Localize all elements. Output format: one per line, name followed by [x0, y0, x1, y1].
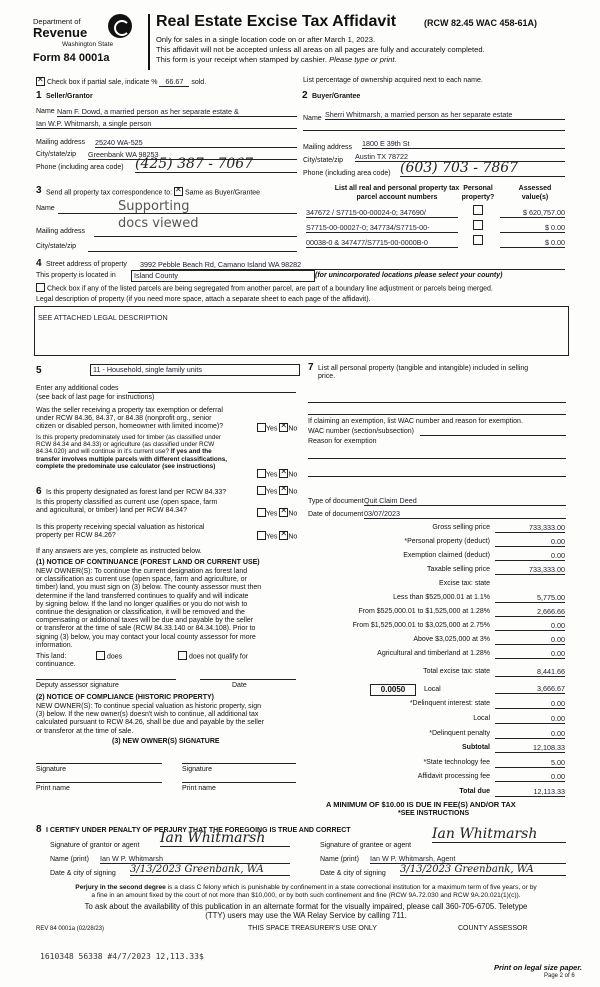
grantor-print-name[interactable]: Ian W P. Whitmarsh [100, 854, 290, 864]
buyer-city-label: City/state/zip [303, 157, 344, 164]
rev-number: REV 84 0001a (02/28/23) [36, 926, 105, 932]
section-1-number: 1 [36, 90, 42, 101]
parcel-row-2-acct[interactable]: S7715-00-00027-0; 347734/S7715-00- [306, 223, 458, 233]
q-note: If any answers are yes, complete as instructed below. [36, 548, 202, 555]
q-current-use: Is this property classified as current use (open space, farm and agricultural, or timber) land per RCW 84.34? [36, 499, 218, 514]
land-use-code-select[interactable]: 11 - Household, single family units [90, 364, 300, 376]
new-owner-sig-heading: (3) NEW OWNER(S) SIGNATURE [112, 738, 220, 745]
q5-no-checkbox[interactable] [279, 531, 288, 540]
q3-no-checkbox[interactable] [279, 486, 288, 495]
personal-col-header: Personal property? [461, 185, 495, 201]
tax-value-rows-7[interactable]: 0.00 [495, 621, 565, 631]
parcel-row-3-personal-checkbox[interactable] [473, 235, 483, 245]
tax-label-rows-4: Excise tax: state [439, 580, 490, 587]
grantee-name-label: Name (print) [320, 856, 359, 863]
form-title: Real Estate Excise Tax Affidavit [156, 13, 397, 30]
wac-label: WAC number (section/subsection) [308, 428, 414, 435]
treasurer-label: THIS SPACE TREASURER'S USE ONLY [248, 925, 377, 932]
tax-value-rows-5[interactable]: 5,775.00 [495, 593, 565, 603]
corr-city-label: City/state/zip [36, 243, 77, 250]
codes-sub: (see back of last page for instructions) [36, 394, 155, 401]
street-label: Street address of property [46, 261, 127, 268]
q-exemption-answers: Yes ✕ No [257, 424, 297, 433]
q1-yes-checkbox[interactable] [257, 423, 266, 432]
assessor-label: COUNTY ASSESSOR [458, 925, 528, 932]
notice-continuance-heading: (1) NOTICE OF CONTINUANCE (FOREST LAND OR CURRENT USE) [36, 559, 260, 566]
tax-value-rows-6[interactable]: 2,666.66 [495, 607, 565, 617]
tax-label-rows2-1: Local [473, 715, 490, 722]
same-as-buyer-checkbox[interactable] [174, 187, 183, 196]
correspondence-row: Send all property tax correspondence to: ✕ Same as Buyer/Grantee [46, 188, 260, 197]
seller-heading: Seller/Grantor [46, 93, 93, 100]
dor-logo-icon [108, 14, 132, 38]
local-rate-box[interactable]: 0.0050 [370, 684, 416, 696]
section-7-number: 7 [308, 362, 314, 373]
tax-value-rows2-3[interactable]: 12,108.33 [495, 743, 565, 753]
q-historic-answers: Yes ✕ No [257, 532, 297, 541]
buyer-mailing[interactable]: 1800 E 39th St [362, 139, 565, 149]
q-exemption: Was the seller receiving a property tax exemption or deferral under RCW 84.36, 84.37, or 84.38 (nonprofit org., senior citizen or disabled person, homeowner with limited income)? [36, 407, 224, 430]
does-not-checkbox[interactable] [178, 651, 187, 660]
q-timber-answers: Yes ✕ No [257, 470, 297, 479]
exemption-label: If claiming an exemption, list WAC number and reason for exemption. [308, 418, 523, 425]
partial-right-label: List percentage of ownership acquired next to each name. [303, 77, 483, 84]
legal-description: SEE ATTACHED LEGAL DESCRIPTION [38, 313, 168, 322]
buyer-city[interactable]: Austin TX 78722 [355, 152, 565, 162]
buyer-phone[interactable]: (603) 703 - 7867 [400, 160, 565, 177]
this-land-label: This land: continuance. [36, 653, 76, 668]
q-timber: Is this property predominately used for timber (as classified under RCW 84.34 and 84.33) or agriculture (as classified under RCW 84.34.020) and will continue in it's current use? If yes and the transfer involves multiple parcels with different classifications, complete the predominate use calculator (see instructions) [36, 434, 228, 470]
parcel-row-2-value[interactable]: $ 0.00 [500, 223, 565, 233]
tax-label-rows2-2: *Delinquent penalty [429, 730, 490, 737]
tax-label-rows-0: Gross selling price [432, 524, 490, 531]
located-label: This property is located in [36, 272, 116, 279]
section-8-number: 8 [36, 824, 42, 835]
doc-date-label: Date of document [308, 511, 364, 518]
min-due-note: A MINIMUM OF $10.00 IS DUE IN FEE(S) AND/OR TAX [326, 800, 516, 809]
dept-line1: Department of [33, 17, 81, 26]
segregate-checkbox[interactable] [36, 283, 45, 292]
deputy-label: Deputy assessor signature [36, 682, 119, 689]
tax-label-rows-9: Agricultural and timberland at 1.28% [377, 650, 490, 657]
deputy-date-label: Date [232, 682, 247, 689]
seller-city[interactable]: Greenbank WA 98253 [88, 150, 297, 160]
assessed-col-header: Assessed value(s) [518, 185, 552, 201]
grantee-sig-label: Signature of grantee or agent [320, 842, 412, 849]
legal-size-note: Print on legal size paper. [494, 963, 582, 972]
local-tax-value[interactable]: 3,666.67 [495, 684, 565, 694]
header-sub1: Only for sales in a single location code on or after March 1, 2023. [156, 35, 376, 44]
tax-value-rows-9[interactable]: 0.00 [495, 649, 565, 659]
q1-no-checkbox[interactable] [279, 423, 288, 432]
certify-heading: I CERTIFY UNDER PENALTY OF PERJURY THAT THE FOREGOING IS TRUE AND CORRECT [46, 827, 351, 834]
legal-label: Legal description of property (if you need more space, attach a separate sheet to each page of the affidavit). [36, 296, 371, 303]
ada-note: To ask about the availability of this publication in an alternate format for the visually impaired, please call 360-705-6705. Teletype (TTY) users may use the WA Relay Service by calling 711. [84, 902, 528, 920]
grantee-print-name[interactable]: Ian W P. Whitmarsh, Agent [370, 854, 566, 864]
tax-label-rows-2: Exemption claimed (deduct) [403, 552, 490, 559]
tax-value-rows-8[interactable]: 0.00 [495, 635, 565, 645]
seller-mailing[interactable]: 25240 WA-525 [95, 138, 297, 148]
tax-value-rows-0[interactable]: 733,333.00 [495, 523, 565, 533]
q-current-use-answers: Yes ✕ No [257, 509, 297, 518]
tax-label-rows2-5: Affidavit processing fee [417, 773, 490, 780]
grantee-signature[interactable]: Ian Whitmarsh [432, 826, 566, 843]
watermark-line2: docs viewed [118, 216, 199, 231]
local-label: Local [424, 686, 441, 693]
notice-compliance-text: NEW OWNER(S): To continue special valuation as historic property, sign (3) below. If the new owner(s) doesn't wish to continue, all additional tax calculated pursuant to RCW 84.26, shall be due and payable by the seller or transferor at the time of sale. [36, 703, 265, 735]
corr-mailing-label: Mailing address [36, 228, 86, 235]
tax-value-rows2-1[interactable]: 0.00 [495, 714, 565, 724]
owner-print-label-2: Print name [182, 785, 216, 792]
doc-type-label: Type of document [308, 498, 364, 505]
q-forest-answers: Yes ✕ No [257, 487, 297, 496]
parcel-row-1-personal-checkbox[interactable] [473, 205, 483, 215]
q5-yes-checkbox[interactable] [257, 531, 266, 540]
tax-value-rows2-2[interactable]: 0.00 [495, 729, 565, 739]
owner-sig-label-1: Signature [36, 766, 66, 773]
doc-type[interactable]: Quit Claim Deed [364, 496, 566, 506]
header-sub2: This affidavit will not be accepted unless all areas on all pages are fully and accurately completed. [156, 45, 485, 54]
tax-label-rows-5: Less than $525,000.01 at 1.1% [393, 594, 490, 601]
q3-yes-checkbox[interactable] [257, 486, 266, 495]
tax-value-rows-1[interactable]: 0.00 [495, 537, 565, 547]
section-3-number: 3 [36, 185, 42, 196]
county-select[interactable]: Island County [131, 270, 315, 282]
section-5-number: 5 [36, 365, 42, 376]
tax-label-rows2-0: *Delinquent interest: state [409, 700, 490, 707]
tax-value-rows-2[interactable]: 0.00 [495, 551, 565, 561]
notice-continuance-text: NEW OWNER(S): To continue the current designation as forest land or classification as current use (open space, farm and agriculture, or timber) land, you must sign on (3) below. The county assessor must then determine if the land transferred continues to qualify and will indicate by signing below. If the land no longer qualifies or you do not wish to continue the designation or classification, it will be removed and the compensating or additional taxes will be due and payable by the seller or transferor at the time of sale (RCW 84.33.140 or 84.34.108). Prior to signing (3) below, you may contact your local county assessor for more information. [36, 568, 262, 649]
watermark-line1: Supporting [118, 199, 190, 214]
page-number: Page 2 of 6 [544, 973, 575, 979]
tax-value-rows2-5[interactable]: 0.00 [495, 772, 565, 782]
q2-yes-checkbox[interactable] [257, 469, 266, 478]
partial-sale-checkbox[interactable] [36, 77, 45, 86]
buyer-name-label: Name [303, 115, 322, 122]
does-not-option: does not qualify for [178, 652, 248, 661]
seller-mailing-label: Mailing address [36, 139, 86, 146]
parcel-row-3-acct[interactable]: 00038-0 & 347477/S7715-00-0000B-0 [306, 238, 458, 248]
buyer-heading: Buyer/Grantee [312, 93, 361, 100]
seller-name-2[interactable]: Ian W.P. Whitmarsh, a single person [36, 119, 297, 129]
tax-label-rows-6: From $525,000.01 to $1,525,000 at 1.28% [358, 608, 490, 615]
tax-value-rows2-0[interactable]: 0.00 [495, 699, 565, 709]
treasurer-stamp: 1610348 56338 #4/7/2023 12,113.33$ [40, 952, 204, 961]
grantee-date-city[interactable]: 3/13/2023 Greenbank, WA [400, 864, 566, 876]
county-note: (for unincorporated locations please select your county) [315, 272, 503, 279]
section-2-number: 2 [302, 90, 308, 101]
owner-sig-label-2: Signature [182, 766, 212, 773]
form-title-ref: (RCW 82.45 WAC 458-61A) [424, 18, 538, 28]
grantor-signature[interactable]: Ian Whitmarsh [160, 830, 290, 847]
partial-sale-row: ✕ Check box if partial sale, indicate % 66.67 sold. [36, 77, 206, 87]
q4-yes-checkbox[interactable] [257, 508, 266, 517]
parcel-row-1-value[interactable]: $ 620,757.00 [500, 208, 565, 218]
buyer-phone-label: Phone (including area code) [303, 170, 391, 177]
tax-label-rows-7: From $1,525,000.01 to $3,025,000 at 2.75% [352, 622, 490, 629]
tax-label-rows-8: Above $3,025,000 at 3% [413, 636, 490, 643]
notice-compliance-heading: (2) NOTICE OF COMPLIANCE (HISTORIC PROPERTY) [36, 694, 214, 701]
tax-label-rows-10: Total excise tax: state [423, 668, 490, 675]
buyer-name-1[interactable]: Sherri Whitmarsh, a married person as her separate estate [325, 110, 565, 120]
owner-print-label-1: Print name [36, 785, 70, 792]
dept-line2: Revenue [33, 25, 88, 40]
tax-label-rows-3: Taxable selling price [426, 566, 490, 573]
perjury-note: Perjury in the second degree is a class C felony which is punishable by confinement in a state correctional institution for a maximum term of five years, or by a fine in an amount fixed by the court of not more than $10,000, or by both such confinement and fine (RCW 9A.72.030 and RCW 9A.20.021(1)(c)). [75, 884, 537, 899]
q-forest: Is this property designated as forest land per RCW 84.33? [46, 489, 227, 496]
form-number: Form 84 0001a [33, 52, 110, 64]
tax-label-rows2-3: Subtotal [462, 744, 490, 751]
tax-value-rows2-4[interactable]: 5.00 [495, 758, 565, 768]
personal-property-label: List all personal property (tangible and intangible) included in selling price. [318, 365, 529, 380]
header-sub3: This form is your receipt when stamped by cashier. Please type or print. [156, 55, 397, 64]
seller-city-label: City/state/zip [36, 151, 77, 158]
q2-no-checkbox[interactable] [279, 469, 288, 478]
section-4-number: 4 [36, 258, 42, 269]
seller-name-label: Name [36, 108, 55, 115]
grantee-date-label: Date & city of signing [320, 870, 386, 877]
street-address[interactable]: 3992 Pebble Beach Rd, Camano Island WA 98282 [140, 260, 565, 270]
parcel-row-1-acct[interactable]: 347672 / S7715-00-00024-0; 347690/ [306, 208, 458, 218]
parcel-row-3-value[interactable]: $ 0.00 [500, 238, 565, 248]
q-historic: Is this property receiving special valuation as historical property per RCW 84.26? [36, 524, 205, 539]
tax-value-rows2-6[interactable]: 12,113.33 [495, 787, 565, 797]
section-6-number: 6 [36, 486, 42, 497]
seller-phone-label: Phone (including area code) [36, 164, 124, 171]
grantor-sig-label: Signature of grantor or agent [50, 842, 140, 849]
tax-label-rows2-6: Total due [459, 788, 490, 795]
buyer-mailing-label: Mailing address [303, 144, 353, 151]
tax-value-rows-3[interactable]: 733,333.00 [495, 565, 565, 575]
grantor-date-label: Date & city of signing [50, 870, 116, 877]
partial-percent[interactable]: 66.67 [159, 77, 189, 87]
tax-label-rows2-4: *State technology fee [423, 759, 490, 766]
does-option: does [96, 652, 122, 661]
see-instructions: *SEE INSTRUCTIONS [398, 810, 470, 817]
dept-line3: Washington State [62, 41, 114, 48]
codes-label: Enter any additional codes [36, 385, 119, 392]
parcel-col-header: List all real and personal property tax parcel account numbers [334, 185, 460, 201]
grantor-date-city[interactable]: 3/13/2023 Greenbank, WA [130, 864, 290, 876]
tax-value-rows-10[interactable]: 8,441.66 [495, 667, 565, 677]
does-checkbox[interactable] [96, 651, 105, 660]
reason-label: Reason for exemption [308, 438, 377, 445]
tax-label-rows-1: *Personal property (deduct) [404, 538, 490, 545]
doc-date[interactable]: 03/07/2023 [364, 509, 566, 519]
seller-name-1[interactable]: Nam F. Dowd, a married person as her separate estate & [57, 107, 297, 117]
q4-no-checkbox[interactable] [279, 508, 288, 517]
seller-phone[interactable]: (425) 387 - 7067 [135, 156, 297, 173]
segregate-row: Check box if any of the listed parcels are being segregated from another parcel, are part of a boundary line adjustment or parcels being merged. [36, 284, 493, 293]
grantor-name-label: Name (print) [50, 856, 89, 863]
corr-name-label: Name [36, 205, 55, 212]
parcel-row-2-personal-checkbox[interactable] [473, 220, 483, 230]
